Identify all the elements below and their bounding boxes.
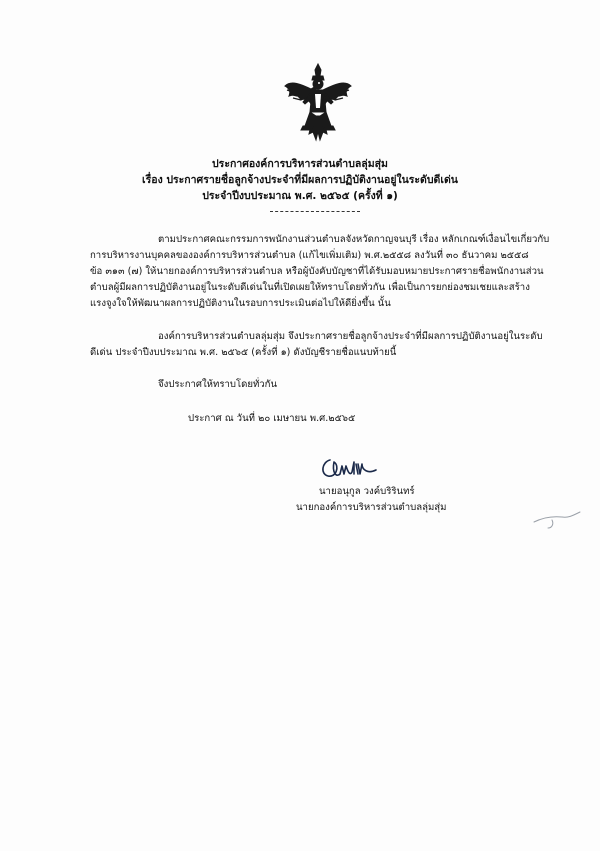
- announcement-subject: เรื่อง ประกาศรายชื่อลูกจ้างประจำที่มีผลการปฏิบัติงานอยู่ในระดับดีเด่น: [142, 174, 458, 186]
- announcement-fiscal-year: ประจำปีงบประมาณ พ.ศ. ๒๕๖๕ (ครั้งที่ ๑): [202, 190, 398, 202]
- closing-statement: จึงประกาศให้ทราบโดยทั่วกัน: [158, 379, 278, 390]
- announcement-title: ประกาศองค์การบริหารส่วนตำบลลุ่มสุ่ม: [212, 158, 388, 170]
- paragraph-1-line-2: การบริหารงานบุคคลขององค์การบริหารส่วนตำบล (แก้ไขเพิ่มเติม) พ.ศ.๒๕๕๘ ลงวันที่ ๓๐ ธันวาคม ๒๕๕๘: [90, 250, 529, 261]
- signatory-position: นายกองค์การบริหารส่วนตำบลลุ่มสุ่ม: [296, 502, 447, 513]
- garuda-emblem-icon: [283, 62, 353, 144]
- announcement-date: ประกาศ ณ วันที่ ๒๐ เมษายน พ.ศ.๒๕๖๕: [188, 413, 356, 424]
- header-divider: [270, 211, 360, 212]
- margin-mark: [532, 508, 582, 530]
- paragraph-2-line-1: องค์การบริหารส่วนตำบลลุ่มสุ่ม จึงประกาศรายชื่อลูกจ้างประจำที่มีผลการปฏิบัติงานอยู่ในระดับ: [158, 331, 543, 342]
- signatory-name: นายอนุกูล วงค์บริรินทร์: [319, 486, 415, 497]
- handwritten-signature: [318, 452, 378, 484]
- paragraph-2-line-2: ดีเด่น ประจำปีงบประมาณ พ.ศ. ๒๕๖๕ (ครั้งที่ ๑) ดังบัญชีรายชื่อแนบท้ายนี้: [90, 347, 397, 358]
- paragraph-1-line-1: ตามประกาศคณะกรรมการพนักงานส่วนตำบลจังหวัดกาญจนบุรี เรื่อง หลักเกณฑ์เงื่อนไขเกี่ยวกับ: [158, 234, 550, 245]
- paragraph-1-line-4: ตำบลผู้มีผลการปฏิบัติงานอยู่ในระดับดีเด่นในที่เปิดเผยให้ทราบโดยทั่วกัน เพื่อเป็นการยกย่องชมเชยและสร้าง: [90, 282, 530, 293]
- paragraph-1-line-5: แรงจูงใจให้พัฒนาผลการปฏิบัติงานในรอบการประเมินต่อไปให้ดียิ่งขึ้น นั้น: [90, 298, 391, 309]
- paragraph-1-line-3: ข้อ ๓๑๓ (๗) ให้นายกองค์การบริหารส่วนตำบล หรือผู้บังคับบัญชาที่ได้รับมอบหมายประกาศรายชื่อพนักงานส่วน: [90, 266, 544, 277]
